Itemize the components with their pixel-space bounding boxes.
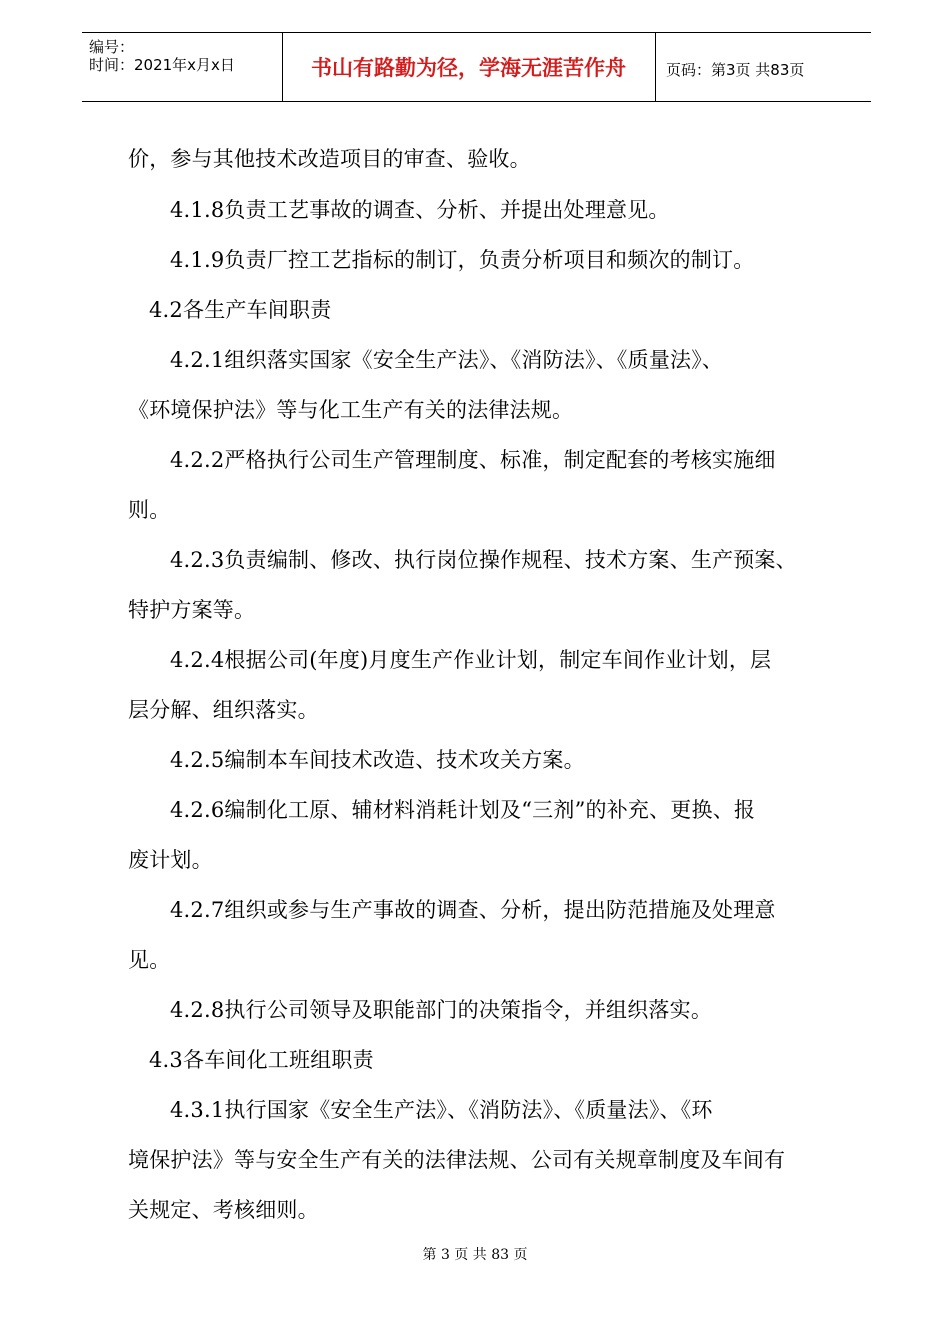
body-line: 4.2.4根据公司(年度)月度生产作业计划，制定车间作业计划，层 — [170, 648, 772, 672]
body-line: 4.1.9负责厂控工艺指标的制订，负责分析项目和频次的制订。 — [170, 248, 755, 272]
header-meta-cell — [82, 33, 283, 101]
body-line: 4.1.8负责工艺事故的调查、分析、并提出处理意见。 — [170, 198, 670, 222]
body-line: 特护方案等。 — [128, 598, 256, 622]
body-line: 4.3.1执行国家《安全生产法》、《消防法》、《质量法》、《环 — [170, 1098, 713, 1122]
body-line: 则。 — [128, 498, 171, 522]
body-line: 4.2.2严格执行公司生产管理制度、标准，制定配套的考核实施细 — [170, 448, 776, 472]
body-line: 见。 — [128, 948, 171, 972]
body-line: 废计划。 — [128, 848, 213, 872]
body-line: 4.2.6编制化工原、辅材料消耗计划及“三剂”的补充、更换、报 — [170, 798, 756, 822]
body-line: 4.2.7组织或参与生产事故的调查、分析，提出防范措施及处理意 — [170, 898, 776, 922]
page-header — [82, 32, 871, 102]
header-page-cell — [656, 33, 871, 101]
page-footer: 第 3 页 共 83 页 — [422, 1247, 528, 1263]
date-label: 时间：2021年x月x日 — [89, 56, 235, 74]
body-line: 4.2.8执行公司领导及职能部门的决策指令，并组织落实。 — [170, 998, 713, 1022]
body-line: 价，参与其他技术改造项目的审查、验收。 — [128, 147, 531, 171]
body-line: 4.2.1组织落实国家《安全生产法》、《消防法》、《质量法》、 — [170, 348, 724, 372]
body-line: 层分解、组织落实。 — [128, 698, 319, 722]
section-heading: 4.3各车间化工班组职责 — [149, 1048, 374, 1072]
body-line: 4.2.3负责编制、修改、执行岗位操作规程、技术方案、生产预案、 — [170, 548, 797, 572]
section-heading: 4.2各生产车间职责 — [149, 298, 332, 322]
serial-number-label: 编号： — [89, 38, 135, 56]
body-line: 关规定、考核细则。 — [128, 1198, 319, 1222]
header-page-info: 页码：第3页 共83页 — [666, 61, 805, 79]
motto-text: 书山有路勤为径，学海无涯苦作舟 — [311, 56, 626, 80]
body-line: 4.2.5编制本车间技术改造、技术攻关方案。 — [170, 748, 585, 772]
body-line: 《环境保护法》等与化工生产有关的法律法规。 — [128, 398, 574, 422]
header-motto-cell — [282, 33, 656, 101]
body-line: 境保护法》等与安全生产有关的法律法规、公司有关规章制度及车间有 — [128, 1148, 786, 1172]
